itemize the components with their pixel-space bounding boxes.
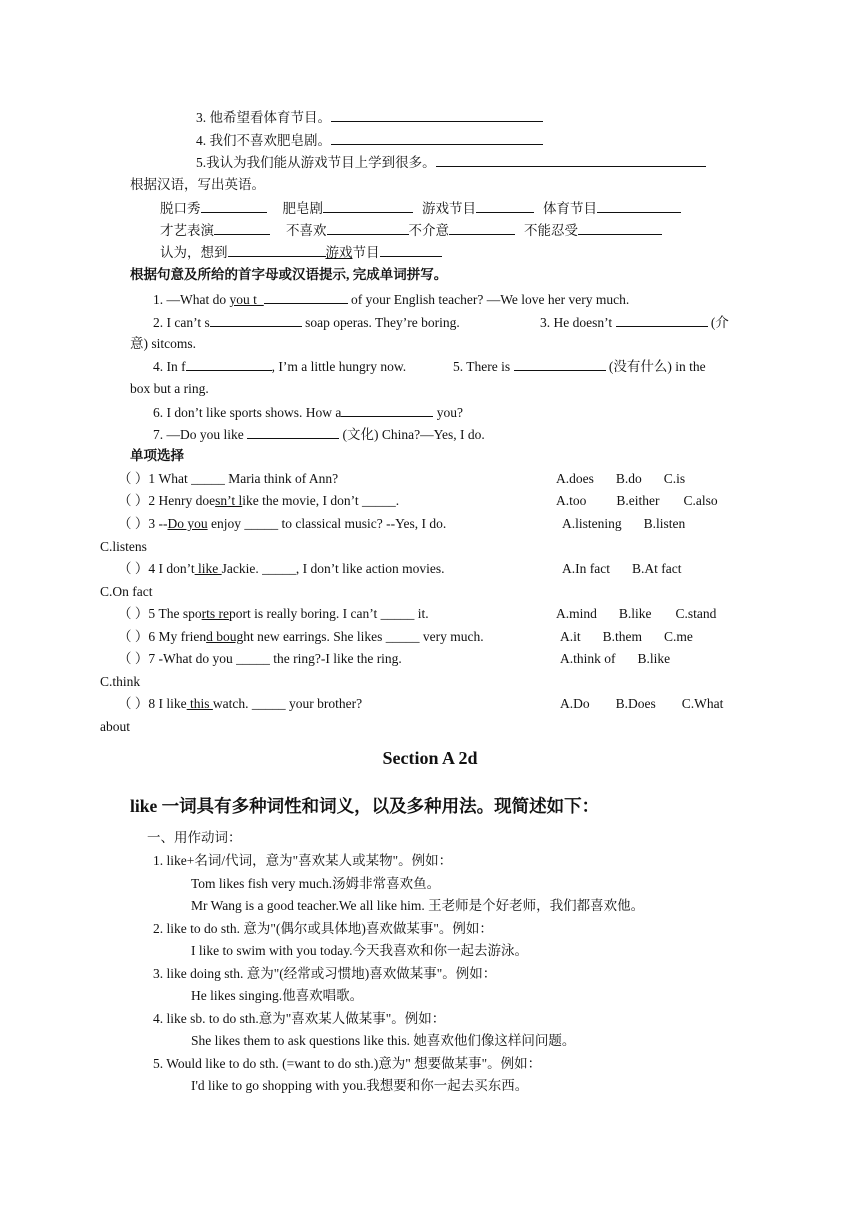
vocab-word: 脱口秀 xyxy=(160,201,201,216)
question-text: sn’t l xyxy=(215,493,243,508)
question-text: port is really boring. I can’t _____ it. xyxy=(229,606,429,621)
option-wrap[interactable]: C.listens xyxy=(100,539,147,554)
vocab-row-1 xyxy=(160,199,681,218)
option[interactable]: B.Does xyxy=(615,696,656,711)
choice-q8 xyxy=(118,695,362,713)
usage-rule-1: 1. like+名词/代词，意为"喜欢某人或某物"。例如： xyxy=(153,853,453,868)
answer-blank[interactable] xyxy=(476,199,534,213)
option[interactable]: B.At fact xyxy=(631,561,682,576)
spelling-q5-cont: box but a ring. xyxy=(130,381,209,396)
answer-paren[interactable]: （ ） xyxy=(118,696,149,711)
vocab-row-3 xyxy=(160,243,442,262)
spelling-q3 xyxy=(540,313,729,332)
vocab-word: 才艺表演 xyxy=(160,223,214,238)
answer-blank[interactable] xyxy=(201,199,267,213)
translate-item-3 xyxy=(196,108,543,127)
question-text: 6 My frien xyxy=(148,629,207,644)
question-text: like xyxy=(194,561,222,576)
translate-item-5 xyxy=(196,153,706,172)
option[interactable]: B.like xyxy=(637,651,671,666)
vocab-word: 游戏 xyxy=(325,245,353,260)
answer-blank[interactable] xyxy=(214,221,270,235)
option[interactable]: C.is xyxy=(663,471,686,486)
question-text: enjoy _____ to classical music? --Yes, I do. xyxy=(207,516,447,531)
answer-blank[interactable] xyxy=(380,243,442,257)
option[interactable]: B.listen xyxy=(643,516,686,531)
spelling-q7 xyxy=(153,425,485,444)
usage-rule-5: 5. Would like to do sth. (=want to do sth.)意为" 想要做某事"。例如： xyxy=(153,1056,542,1071)
options-q6 xyxy=(560,628,693,646)
option[interactable]: C.What xyxy=(681,696,724,711)
question-text: d boug xyxy=(206,629,244,644)
question-text: ht new earrings. She likes _____ very much. xyxy=(243,629,484,644)
vocab-word: 游戏节目 xyxy=(422,201,476,216)
question-text: (介 xyxy=(707,315,729,330)
usage-example: Mr Wang is a good teacher.We all like him. 王老师是个好老师，我们都喜欢他。 xyxy=(191,898,645,913)
hint-text: you t_ xyxy=(229,292,264,307)
answer-blank[interactable] xyxy=(228,243,326,257)
option[interactable]: A.it xyxy=(560,629,581,644)
option[interactable]: C.me xyxy=(664,629,693,644)
usage-rule-2: 2. like to do sth. 意为"(偶尔或具体地)喜欢做某事"。例如： xyxy=(153,921,493,936)
options-q5 xyxy=(556,605,716,623)
sentence-text: 4. 我们不喜欢肥皂剧。 xyxy=(196,133,331,148)
vocab-heading: 根据汉语，写出英语。 xyxy=(130,177,265,192)
section-header: like 一词具有多种词性和词义，以及多种用法。现简述如下： xyxy=(130,796,600,816)
answer-blank[interactable] xyxy=(449,221,515,235)
usage-example: Tom likes fish very much.汤姆非常喜欢鱼。 xyxy=(191,876,441,891)
spelling-q1 xyxy=(153,290,629,309)
section-title: Section A 2d xyxy=(382,748,478,768)
question-text: rts re xyxy=(201,606,229,621)
usage-example: She likes them to ask questions like this. 她喜欢他们像这样问问题。 xyxy=(191,1033,576,1048)
usage-rule-3: 3. like doing sth. 意为"(经常或习惯地)喜欢做某事"。例如： xyxy=(153,966,497,981)
vocab-row-2 xyxy=(160,221,662,240)
option[interactable]: A.listening xyxy=(562,516,622,531)
options-q2 xyxy=(556,492,718,510)
choice-q2 xyxy=(118,492,399,510)
options-q1 xyxy=(556,470,685,488)
question-text: 1. —What do xyxy=(153,292,230,307)
question-text: ike the movie, I don’t _____. xyxy=(242,493,400,508)
question-text: of your English teacher? —We love her very much. xyxy=(347,292,630,307)
option[interactable]: C.also xyxy=(683,493,718,508)
question-text: 2 Henry doe xyxy=(148,493,216,508)
question-text: 7. —Do you like xyxy=(153,427,248,442)
question-text: , I’m a little hungry now. xyxy=(271,359,407,374)
question-text: 5. There is xyxy=(453,359,514,374)
question-text: 4 I don’t xyxy=(148,561,195,576)
choice-q3 xyxy=(118,515,446,533)
options-q3 xyxy=(562,515,685,533)
question-text: 4. In f xyxy=(153,359,186,374)
answer-blank[interactable] xyxy=(331,131,543,145)
answer-blank[interactable] xyxy=(247,425,339,439)
question-text: (没有什么) in the xyxy=(605,359,706,374)
vocab-word: 节目 xyxy=(352,245,380,260)
option[interactable]: A.too xyxy=(556,493,587,508)
option[interactable]: A.mind xyxy=(556,606,597,621)
option-wrap[interactable]: about xyxy=(100,719,130,734)
spelling-q5 xyxy=(453,357,706,376)
choice-q4 xyxy=(118,560,444,578)
option[interactable]: C.stand xyxy=(675,606,717,621)
answer-paren[interactable]: （ ） xyxy=(118,471,149,486)
question-text: 6. I don’t like sports shows. How a xyxy=(153,405,342,420)
usage-example: I like to swim with you today.今天我喜欢和你一起去游泳。 xyxy=(191,943,528,958)
question-text: soap operas. They’re boring. xyxy=(301,315,460,330)
answer-paren[interactable]: （ ） xyxy=(118,651,149,666)
spelling-q6 xyxy=(153,403,463,422)
question-text: 7 -What do you _____ the ring?-I like the ring. xyxy=(148,651,402,666)
question-text: 1 What _____ Maria think of Ann? xyxy=(148,471,339,486)
answer-paren[interactable]: （ ） xyxy=(118,629,149,644)
choice-q1 xyxy=(118,470,338,488)
option[interactable]: B.do xyxy=(615,471,642,486)
option[interactable]: B.like xyxy=(618,606,652,621)
answer-blank[interactable] xyxy=(331,108,543,122)
usage-rule-4: 4. like sb. to do sth.意为"喜欢某人做某事"。例如： xyxy=(153,1011,446,1026)
choice-q6 xyxy=(118,628,484,646)
option[interactable]: A.Do xyxy=(560,696,590,711)
vocab-word: 体育节目 xyxy=(543,201,597,216)
answer-blank[interactable] xyxy=(323,199,413,213)
option[interactable]: A.In fact xyxy=(562,561,610,576)
question-text: Jackie. _____, I don’t like action movies. xyxy=(221,561,445,576)
options-q7 xyxy=(560,650,670,668)
option[interactable]: B.either xyxy=(616,493,660,508)
answer-blank[interactable] xyxy=(616,313,708,327)
answer-blank[interactable] xyxy=(264,290,348,304)
option-wrap[interactable]: C.On fact xyxy=(100,584,153,599)
answer-blank[interactable] xyxy=(327,221,409,235)
answer-blank[interactable] xyxy=(210,313,302,327)
answer-blank[interactable] xyxy=(186,357,272,371)
spelling-q4 xyxy=(153,357,406,376)
vocab-word: 认为，想到 xyxy=(160,245,228,260)
options-q8 xyxy=(560,695,723,713)
question-text: this xyxy=(186,696,213,711)
question-text: Do you xyxy=(167,516,208,531)
spelling-heading: 根据句意及所给的首字母或汉语提示, 完成单词拼写。 xyxy=(130,267,448,282)
option-wrap[interactable]: C.think xyxy=(100,674,141,689)
sentence-text: 3. 他希望看体育节目。 xyxy=(196,110,331,125)
choice-q7 xyxy=(118,650,402,668)
question-text: 5 The spo xyxy=(148,606,202,621)
translate-item-4 xyxy=(196,131,543,150)
choice-q5 xyxy=(118,605,429,623)
vocab-word: 肥皂剧 xyxy=(282,201,323,216)
question-text: 8 I like xyxy=(148,696,187,711)
answer-paren[interactable]: （ ） xyxy=(118,493,149,508)
answer-blank[interactable] xyxy=(436,153,706,167)
usage-example: He likes singing.他喜欢唱歌。 xyxy=(191,988,364,1003)
choice-heading: 单项选择 xyxy=(130,448,184,463)
question-text: watch. _____ your brother? xyxy=(212,696,363,711)
answer-paren[interactable]: （ ） xyxy=(118,561,149,576)
options-q4 xyxy=(562,560,681,578)
question-text: (文化) China?—Yes, I do. xyxy=(339,427,485,442)
question-text: 2. I can’t s xyxy=(153,315,210,330)
answer-blank[interactable] xyxy=(597,199,681,213)
usage-example: I'd like to go shopping with you.我想要和你一起去买东西。 xyxy=(191,1078,529,1093)
answer-paren[interactable]: （ ） xyxy=(118,606,149,621)
question-text: 3. He doesn’t xyxy=(540,315,616,330)
question-text: 3 -- xyxy=(148,516,168,531)
sentence-text: 5.我认为我们能从游戏节目上学到很多。 xyxy=(196,155,436,170)
answer-blank[interactable] xyxy=(578,221,662,235)
answer-paren[interactable]: （ ） xyxy=(118,516,149,531)
option[interactable]: A.think of xyxy=(560,651,616,666)
usage-subheading: 一、用作动词： xyxy=(147,830,242,845)
option[interactable]: B.them xyxy=(602,629,643,644)
vocab-word: 不介意 xyxy=(408,223,449,238)
answer-blank[interactable] xyxy=(514,357,606,371)
vocab-word: 不能忍受 xyxy=(524,223,578,238)
question-text: you? xyxy=(433,405,463,420)
vocab-word: 不喜欢 xyxy=(286,223,327,238)
spelling-q2 xyxy=(153,313,460,332)
option[interactable]: A.does xyxy=(556,471,594,486)
answer-blank[interactable] xyxy=(341,403,433,417)
spelling-q3-cont: 意) sitcoms. xyxy=(130,336,196,351)
